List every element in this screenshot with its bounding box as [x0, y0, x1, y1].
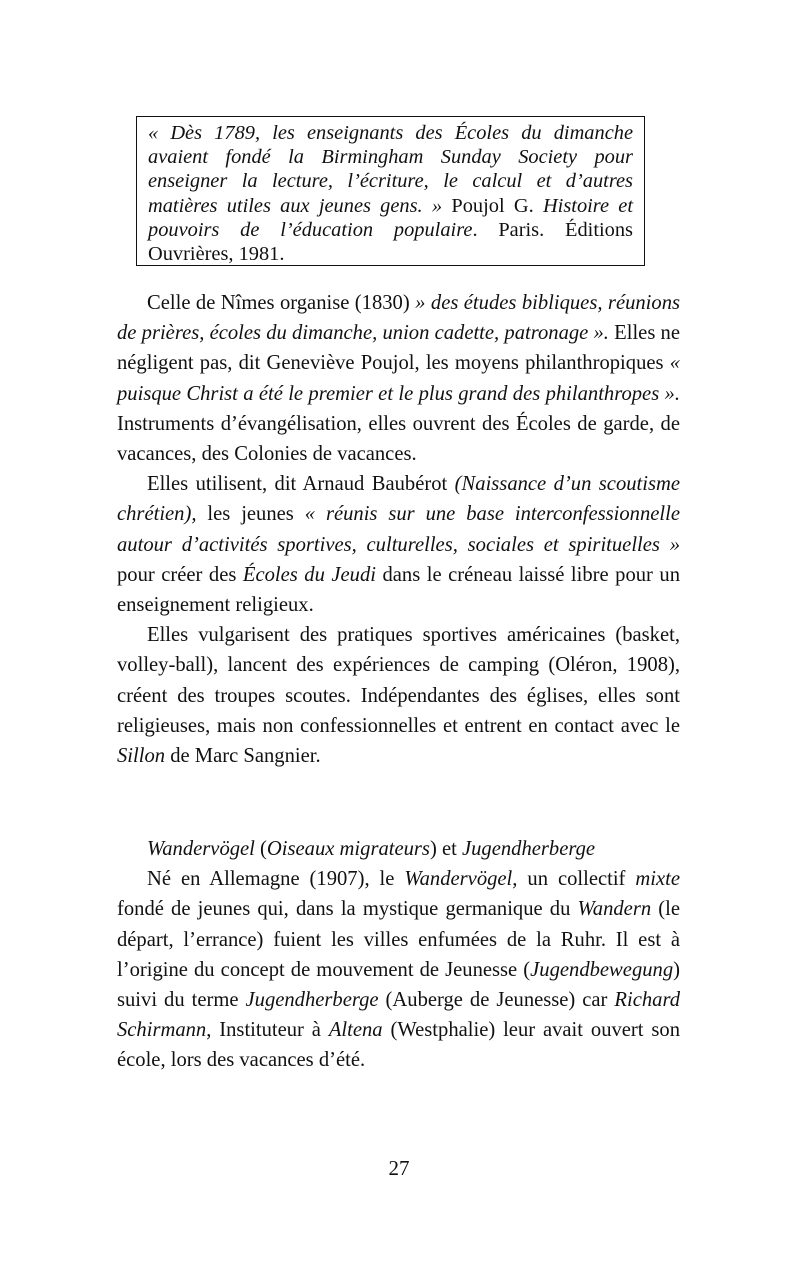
text-run: dans le créneau laissé libre pour un enseignement religieux.	[117, 563, 680, 617]
text-run: Instruments d’évangélisation, elles ouvrent des Écoles de garde, de vacances, des Colonies de vacances.	[117, 412, 680, 466]
italic-run: Écoles du Jeudi	[242, 563, 376, 586]
page-number: 27	[388, 1156, 410, 1180]
text-run: fondé de jeunes qui, dans la mystique germanique du	[117, 898, 578, 921]
italic-run: Altena	[328, 1019, 383, 1042]
quote-box	[136, 116, 645, 266]
italic-run: (Naissance d’un scoutisme chrétien),	[117, 473, 681, 526]
text-run: (Westphalie) leur avait ouvert son école, lors des vacances d’été.	[117, 1019, 680, 1072]
text-run: ) et	[429, 838, 462, 860]
text-run: ) suivi du terme	[117, 958, 680, 1012]
quote-book-title: Histoire et pouvoirs de l’éducation populaire	[148, 194, 633, 241]
italic-run: Richard Schirmann	[117, 989, 680, 1042]
text-run: un collectif	[517, 868, 636, 891]
text-run: pour créer des	[117, 563, 243, 586]
body-text-lower	[117, 834, 680, 1076]
quote-publisher: . Paris. Éditions Ouvrières, 1981.	[148, 218, 633, 266]
italic-run: Wandern	[577, 898, 652, 921]
text-run: (	[254, 838, 267, 860]
paragraph-bauberot	[117, 469, 680, 620]
italic-run: Oiseaux migrateurs	[266, 838, 430, 860]
quote-author: Poujol G.	[442, 194, 543, 217]
text-run: Elles utilisent, dit Arnaud Baubérot	[147, 473, 455, 496]
quote-text	[148, 121, 633, 266]
paragraph-wandervogel	[117, 864, 680, 1075]
italic-run: Wandervögel	[147, 838, 255, 860]
text-run: Celle de Nîmes organise (1830)	[147, 292, 416, 314]
italic-run: Jugendherberge	[245, 989, 379, 1012]
section-heading	[117, 834, 680, 864]
italic-run: Wandervögel,	[404, 868, 518, 891]
text-run: Elles ne négligent pas, dit Geneviève Poujol, les moyens philanthropiques	[117, 322, 680, 375]
italic-run: mixte	[635, 868, 680, 891]
italic-run: « puisque Christ a été le premier et le plus grand des philanthropes ».	[117, 352, 680, 405]
text-run: les jeunes	[196, 503, 305, 526]
text-run: (Auberge de Jeunesse) car	[378, 989, 615, 1012]
quote-italic: « Dès 1789, les enseignants des Écoles du dimanche avaient fondé la Birmingham Sunday Society pour enseigner la lecture, l’écriture, le calcul et d’autres matières utiles aux jeunes gens. »	[148, 122, 633, 217]
text-run: Elles vulgarisent des pratiques sportives américaines (basket, volley-ball), lancent des expériences de camping (Oléron, 1908), créent des troupes scoutes. Indépendantes des églises, elles sont religieuses, mais non confessionnelles et entrent en contact avec le	[117, 624, 680, 737]
italic-run: Jugendbewegung	[530, 958, 674, 981]
text-run: Né en Allemagne (1907), le	[147, 868, 405, 891]
text-run: , Instituteur à	[206, 1019, 329, 1042]
italic-run: » des études bibliques, réunions de prières, écoles du dimanche, union cadette, patronage ».	[117, 292, 681, 345]
text-run: de Marc Sangnier.	[165, 745, 321, 768]
italic-run: « réunis sur une base interconfessionnelle autour d’activités sportives, culturelles, sociales et spirituelles »	[117, 503, 680, 556]
italic-run: Jugendherberge	[461, 838, 596, 860]
paragraph-sports	[117, 620, 680, 771]
italic-run: Sillon	[117, 745, 166, 768]
text-run: (le départ, l’errance) fuient les villes enfumées de la Ruhr. Il est à l’origine du concept de mouvement de Jeunesse (	[117, 898, 680, 981]
body-text-upper	[117, 288, 680, 771]
paragraph-nimes	[117, 288, 680, 469]
